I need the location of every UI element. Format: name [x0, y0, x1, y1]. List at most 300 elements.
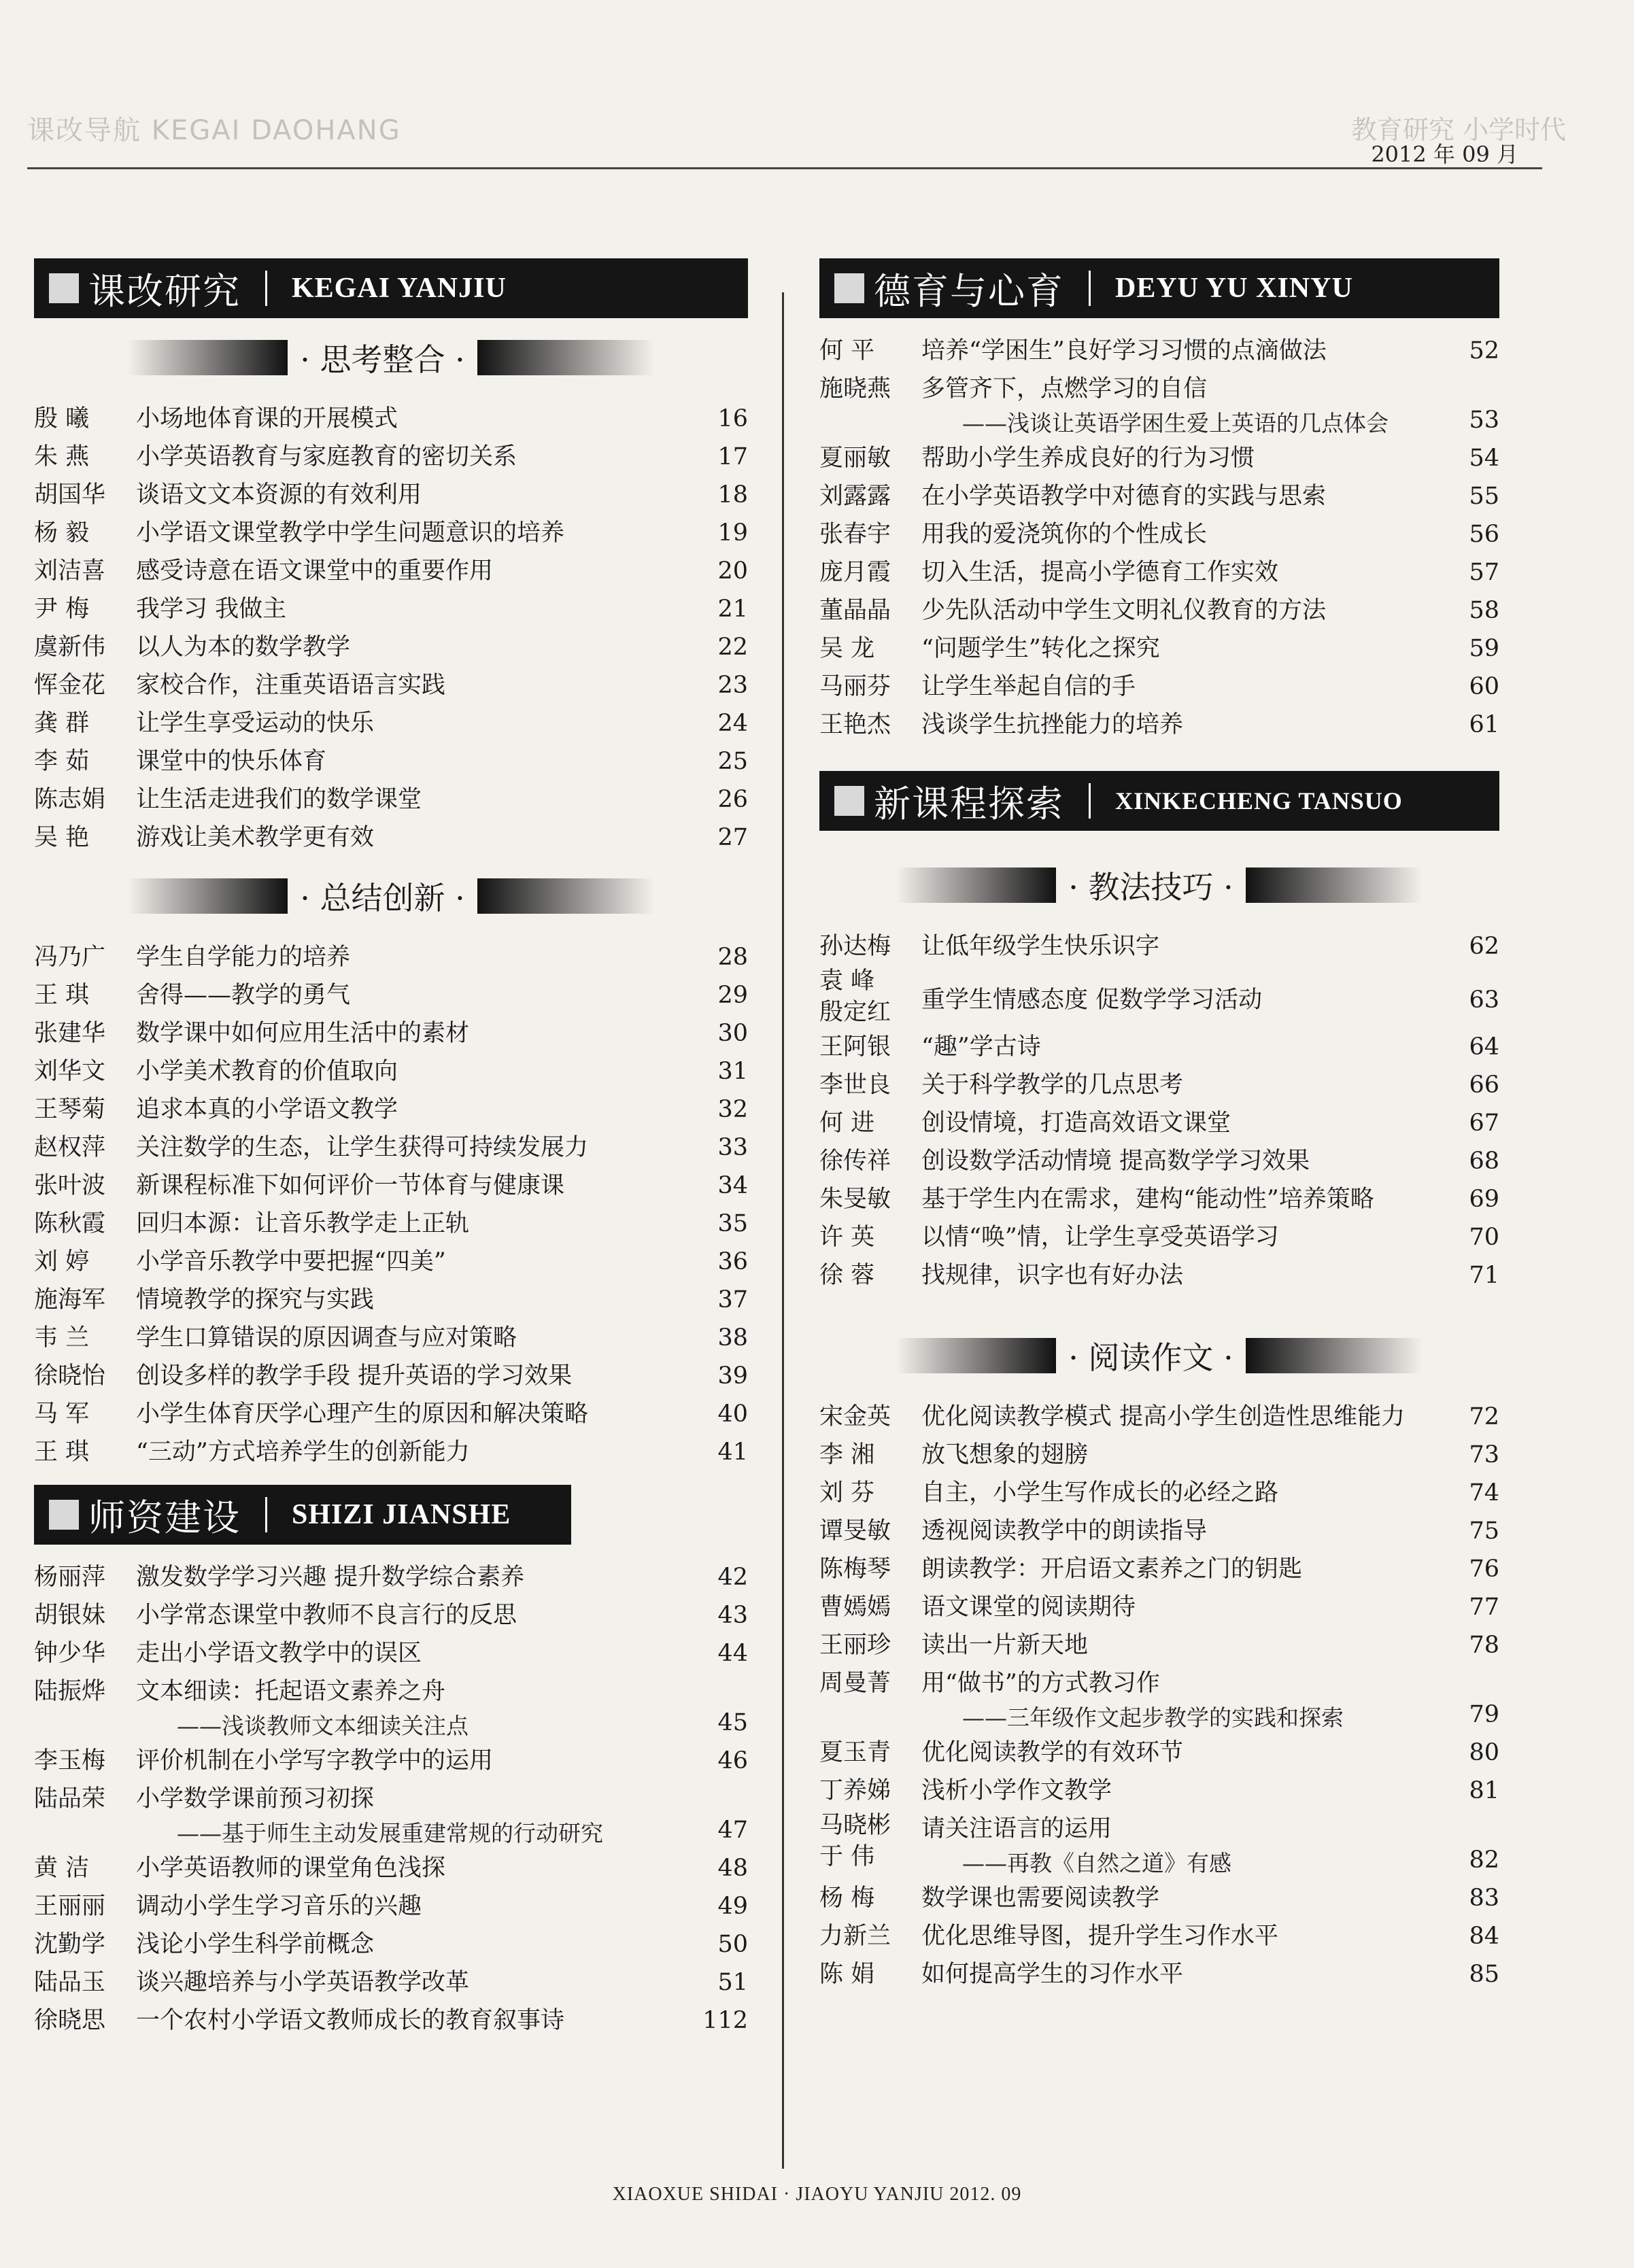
toc-entry [819, 1218, 1499, 1256]
article-title [921, 1398, 1442, 1436]
page-number: 63 [1469, 986, 1499, 1014]
author-name [34, 742, 136, 780]
article-title-text: 让学生享受运动的快乐 [136, 710, 375, 737]
square-icon [834, 786, 864, 816]
article-title [921, 1512, 1442, 1550]
toc-entry [34, 552, 748, 590]
author-name-line: 李世良 [819, 1071, 891, 1099]
page-number: 48 [717, 1855, 748, 1882]
article-title [136, 1634, 694, 1672]
author-name [34, 704, 136, 742]
page-number: 36 [717, 1248, 748, 1275]
article-title [921, 591, 1442, 630]
subsection-title: · 总结创新 · [300, 880, 465, 916]
toc-entry [819, 370, 1499, 439]
article-title-text: 小学美术教育的价值取向 [136, 1058, 398, 1085]
page-number: 27 [717, 824, 748, 851]
article-title-text: 语文课堂的阅读期待 [921, 1594, 1136, 1621]
article-title [136, 1887, 694, 1925]
article-title-text: 走出小学语文教学中的误区 [136, 1640, 422, 1667]
author-name-line: 黄 洁 [34, 1855, 90, 1882]
article-title-text: 谈兴趣培养与小学英语教学改革 [136, 1969, 470, 1996]
article-title-text: 课堂中的快乐体育 [136, 748, 327, 775]
article-title [136, 1052, 694, 1090]
article-title [136, 742, 694, 780]
article-title-text: 自主，小学生写作成长的必经之路 [921, 1479, 1279, 1507]
article-title-text: 请关注语言的运用 [921, 1815, 1112, 1842]
author-name-line: 钟少华 [34, 1640, 106, 1667]
divider [1089, 783, 1091, 819]
divider [1089, 271, 1091, 306]
author-name-line: 陈 娟 [819, 1961, 875, 1988]
toc-entry [819, 1879, 1499, 1917]
author-name [819, 630, 921, 668]
author-name [34, 1780, 136, 1818]
article-title [921, 630, 1442, 668]
article-title [921, 1180, 1442, 1218]
article-title [921, 706, 1442, 744]
author-name [34, 819, 136, 857]
author-name-line: 夏玉青 [819, 1739, 891, 1766]
article-title-text: 小学生体育厌学心理产生的原因和解决策略 [136, 1401, 589, 1428]
author-name-line: 刘露露 [819, 483, 891, 510]
article-title [921, 1955, 1442, 1993]
article-title [921, 477, 1442, 515]
section-header-deyu [819, 258, 1499, 318]
author-name-line: 陆品玉 [34, 1969, 106, 1996]
toc-entry [34, 1596, 748, 1634]
toc-entry [34, 1925, 748, 1963]
page-number: 32 [717, 1096, 748, 1123]
author-name [819, 332, 921, 370]
toc-list [34, 1558, 748, 2040]
page-number: 31 [717, 1058, 748, 1085]
section-title-cn: 德育与心育 [874, 269, 1064, 313]
article-title [921, 927, 1442, 965]
toc-list [819, 927, 1499, 1294]
author-name [34, 780, 136, 819]
article-title [921, 1066, 1442, 1104]
author-name [34, 1849, 136, 1887]
page-number: 70 [1469, 1224, 1499, 1251]
page-number: 46 [717, 1747, 748, 1774]
author-name [819, 591, 921, 630]
author-name-line: 刘 婷 [34, 1248, 90, 1275]
author-name [34, 976, 136, 1014]
article-title [136, 1090, 694, 1129]
article-title [136, 1925, 694, 1963]
article-title-text: 以人为本的数学教学 [136, 634, 351, 661]
page-number: 59 [1469, 635, 1499, 662]
article-title-text: 感受诗意在语文课堂中的重要作用 [136, 557, 494, 585]
author-name [34, 2001, 136, 2040]
article-title [136, 590, 694, 628]
toc-entry [34, 590, 748, 628]
page-footer: XIAOXUE SHIDAI · JIAOYU YANJIU 2012. 09 [612, 2184, 1022, 2205]
toc-entry [819, 1474, 1499, 1512]
page-number: 51 [717, 1969, 748, 1996]
page-number: 112 [702, 2007, 748, 2034]
author-name-line: 恽金花 [34, 672, 106, 699]
toc-entry [34, 514, 748, 552]
author-name-line: 丁养娣 [819, 1777, 891, 1804]
author-name-line: 吴 龙 [819, 635, 875, 662]
toc-list [819, 332, 1499, 744]
article-title [921, 515, 1442, 553]
author-name [34, 1281, 136, 1319]
page-number: 80 [1469, 1739, 1499, 1766]
toc-entry [819, 1066, 1499, 1104]
author-name-line: 夏丽敏 [819, 445, 891, 472]
page-number: 30 [717, 1020, 748, 1047]
article-title-text: 评价机制在小学写字教学中的运用 [136, 1747, 494, 1774]
author-name [34, 1014, 136, 1052]
page-number: 19 [717, 519, 748, 547]
author-name-line: 马丽芬 [819, 673, 891, 700]
author-name-line: 陆品荣 [34, 1785, 106, 1812]
page-number: 42 [717, 1564, 748, 1591]
page-number: 62 [1469, 933, 1499, 960]
article-title [136, 1672, 694, 1742]
article-title [136, 476, 694, 514]
article-title [921, 1810, 1442, 1879]
subsection-header [819, 1328, 1499, 1383]
page-number: 85 [1469, 1961, 1499, 1988]
toc-entry [819, 1142, 1499, 1180]
toc-entry [34, 1319, 748, 1357]
author-name [819, 1626, 921, 1664]
author-name [819, 1104, 921, 1142]
author-name-line: 王丽丽 [34, 1893, 106, 1920]
article-title-text: 小学英语教师的课堂角色浅探 [136, 1855, 446, 1882]
author-name-line: 庞月霞 [819, 559, 891, 586]
page-number: 28 [717, 944, 748, 971]
article-title-text: 小学语文课堂教学中学生问题意识的培养 [136, 519, 565, 547]
article-title-text: 调动小学生学习音乐的兴趣 [136, 1893, 422, 1920]
toc-list [34, 938, 748, 1471]
article-title [921, 1588, 1442, 1626]
page-number: 44 [717, 1640, 748, 1667]
header-journal-mark: 教育研究 小学时代 [1350, 115, 1566, 145]
toc-entry [34, 1281, 748, 1319]
author-name-line: 许 英 [819, 1224, 875, 1251]
author-name [34, 1963, 136, 2001]
author-name [34, 1558, 136, 1596]
toc-entry [819, 477, 1499, 515]
article-title-text: 谈语文文本资源的有效利用 [136, 481, 422, 509]
article-title [921, 1436, 1442, 1474]
left-column [34, 258, 748, 2040]
article-title [921, 1917, 1442, 1955]
page-number: 43 [717, 1602, 748, 1629]
section-title-en: DEYU YU XINYU [1115, 273, 1353, 304]
article-title-text: 关注数学的生态，让学生获得可持续发展力 [136, 1134, 589, 1161]
author-name-line: 周曼菁 [819, 1670, 891, 1697]
toc-entry [819, 1810, 1499, 1879]
author-name [819, 1664, 921, 1702]
author-name [819, 1550, 921, 1588]
section-title-en: SHIZI JIANSHE [292, 1499, 511, 1530]
page-number: 22 [717, 634, 748, 661]
toc-entry [819, 1626, 1499, 1664]
author-name [34, 1243, 136, 1281]
article-title-text: 关于科学教学的几点思考 [921, 1071, 1184, 1099]
page-number: 72 [1469, 1403, 1499, 1430]
article-title-text: 基于学生内在需求，建构“能动性”培养策略 [921, 1186, 1374, 1213]
article-title [921, 1626, 1442, 1664]
author-name-line: 刘洁喜 [34, 557, 106, 585]
toc-entry [34, 938, 748, 976]
page-number: 61 [1469, 711, 1499, 738]
page-number: 64 [1469, 1033, 1499, 1061]
article-title [921, 1256, 1442, 1294]
author-name [34, 1319, 136, 1357]
article-title [136, 1167, 694, 1205]
page-number: 47 [717, 1817, 748, 1844]
author-name-line: 沈勤学 [34, 1931, 106, 1958]
article-title [136, 1243, 694, 1281]
toc-entry [34, 476, 748, 514]
page-number: 78 [1469, 1632, 1499, 1659]
toc-entry [819, 439, 1499, 477]
author-name [819, 1917, 921, 1955]
toc-entry [34, 1090, 748, 1129]
page-number: 68 [1469, 1148, 1499, 1175]
article-title-text: 重学生情感态度 促数学学习活动 [921, 986, 1263, 1014]
page-number: 45 [717, 1709, 748, 1736]
author-name [34, 1742, 136, 1780]
article-title [921, 1028, 1442, 1066]
page-number: 40 [717, 1401, 748, 1428]
page-number: 74 [1469, 1479, 1499, 1507]
author-name [34, 1634, 136, 1672]
toc-entry [34, 2001, 748, 2040]
toc-entry [819, 1734, 1499, 1772]
author-name-line: 马晓彬 [819, 1812, 891, 1839]
author-name-line: 张春宇 [819, 521, 891, 548]
article-title-text: 追求本真的小学语文教学 [136, 1096, 398, 1123]
section-title-en: XINKECHENG TANSUO [1115, 787, 1403, 814]
article-title-text: 新课程标准下如何评价一节体育与健康课 [136, 1172, 565, 1199]
article-title [136, 1319, 694, 1357]
article-title [136, 1558, 694, 1596]
article-title-text: “趣”学古诗 [921, 1033, 1041, 1061]
author-name [819, 1218, 921, 1256]
author-name-line: 虞新伟 [34, 634, 106, 661]
page-number: 18 [717, 481, 748, 509]
article-title [921, 1104, 1442, 1142]
section-title-cn: 课改研究 [88, 269, 241, 313]
author-name [34, 438, 136, 476]
article-title-text: 创设多样的教学手段 提升英语的学习效果 [136, 1362, 573, 1390]
page-number: 75 [1469, 1517, 1499, 1545]
author-name-line: 徐晓思 [34, 2007, 106, 2034]
author-name [819, 1066, 921, 1104]
article-subtitle: ——浅谈让英语学困生爱上英语的几点体会 [962, 410, 1389, 436]
article-title-text: 文本细读：托起语文素养之舟 [136, 1678, 446, 1705]
article-title [136, 1596, 694, 1634]
author-name [819, 1734, 921, 1772]
author-name [34, 1887, 136, 1925]
article-title-text: 小场地体育课的开展模式 [136, 405, 398, 432]
toc-entry [819, 1256, 1499, 1294]
author-name [819, 553, 921, 591]
gradient-bar [477, 340, 654, 375]
subsection-title: · 阅读作文 · [1068, 1339, 1233, 1376]
author-name-line: 殷定红 [819, 999, 891, 1026]
article-title-text: 用我的爱浇筑你的个性成长 [921, 521, 1208, 548]
author-name-line: 施海军 [34, 1286, 106, 1313]
toc-entry [819, 1104, 1499, 1142]
author-name [34, 1672, 136, 1711]
article-title-text: 学生自学能力的培养 [136, 944, 351, 971]
gradient-bar [896, 867, 1056, 903]
page-number: 49 [717, 1893, 748, 1920]
author-name-line: 王丽珍 [819, 1632, 891, 1659]
page-number: 84 [1469, 1923, 1499, 1950]
author-name-line: 陆振烨 [34, 1678, 106, 1705]
author-name [34, 1052, 136, 1090]
author-name-line: 李 湘 [819, 1441, 875, 1468]
author-name [34, 1433, 136, 1471]
article-title-text: 回归本源：让音乐教学走上正轨 [136, 1210, 470, 1237]
page-number: 20 [717, 557, 748, 585]
author-name-line: 徐晓怡 [34, 1362, 106, 1390]
toc-entry [34, 1167, 748, 1205]
author-name-line: 谭旻敏 [819, 1517, 891, 1545]
article-title [136, 1129, 694, 1167]
author-name-line: 龚 群 [34, 710, 90, 737]
article-title [136, 514, 694, 552]
toc-entry [819, 927, 1499, 965]
author-name [819, 1256, 921, 1294]
toc-entry [34, 1849, 748, 1887]
section-header-shizi [34, 1485, 571, 1545]
author-name-line: 陈志娟 [34, 786, 106, 813]
author-name-line: 董晶晶 [819, 597, 891, 624]
author-name [819, 1474, 921, 1512]
article-title-text: “三动”方式培养学生的创新能力 [136, 1439, 470, 1466]
author-name [34, 552, 136, 590]
author-name-line: 冯乃广 [34, 944, 106, 971]
article-title-text: 少先队活动中学生文明礼仪教育的方法 [921, 597, 1327, 624]
page-number: 60 [1469, 673, 1499, 700]
article-title [136, 1780, 694, 1849]
article-title [921, 1142, 1442, 1180]
article-title-text: 一个农村小学语文教师成长的教育叙事诗 [136, 2007, 565, 2034]
toc-entry [819, 1664, 1499, 1734]
author-name [34, 1596, 136, 1634]
author-name-line: 张建华 [34, 1020, 106, 1047]
article-title [136, 400, 694, 438]
header-brand-mark: 课改导航 KEGAI DAOHANG [27, 115, 401, 146]
author-name-line: 殷 曦 [34, 405, 90, 432]
article-title-text: 学生口算错误的原因调查与应对策略 [136, 1324, 517, 1352]
page-number: 33 [717, 1134, 748, 1161]
toc-entry [819, 668, 1499, 706]
article-title-text: 我学习 我做主 [136, 596, 287, 623]
article-title [921, 1734, 1442, 1772]
toc-entry [34, 976, 748, 1014]
article-title [921, 370, 1442, 439]
toc-entry [819, 553, 1499, 591]
article-title-text: 用“做书”的方式教习作 [921, 1670, 1160, 1697]
toc-entry [34, 1014, 748, 1052]
page-number: 57 [1469, 559, 1499, 586]
author-name-line: 胡银妹 [34, 1602, 106, 1629]
author-name-line: 朱旻敏 [819, 1186, 891, 1213]
gradient-bar [128, 340, 288, 375]
article-title [136, 1849, 694, 1887]
toc-entry [819, 965, 1499, 1028]
author-name [819, 1588, 921, 1626]
page-number: 56 [1469, 521, 1499, 548]
article-title-text: 小学音乐教学中要把握“四美” [136, 1248, 446, 1275]
toc-entry [819, 1512, 1499, 1550]
article-title [136, 938, 694, 976]
page-number: 79 [1469, 1701, 1499, 1728]
page-number: 41 [717, 1439, 748, 1466]
article-title [136, 1433, 694, 1471]
author-name [819, 1180, 921, 1218]
author-name [819, 1810, 921, 1872]
gradient-bar [1246, 867, 1423, 903]
toc-entry [819, 1436, 1499, 1474]
article-title [921, 1474, 1442, 1512]
article-title [136, 704, 694, 742]
author-name [34, 476, 136, 514]
article-title [921, 965, 1442, 1019]
article-title [136, 1395, 694, 1433]
article-title-text: 读出一片新天地 [921, 1632, 1089, 1659]
article-title-text: 家校合作，注重英语语言实践 [136, 672, 446, 699]
square-icon [834, 273, 864, 303]
article-title-text: 找规律，识字也有好办法 [921, 1262, 1184, 1289]
toc-entry [819, 1772, 1499, 1810]
author-name-line: 施晓燕 [819, 375, 891, 402]
toc-entry [34, 780, 748, 819]
toc-entry [819, 1588, 1499, 1626]
page-number: 52 [1469, 337, 1499, 364]
author-name-line: 何 进 [819, 1110, 875, 1137]
author-name-line: 吴 艳 [34, 824, 90, 851]
page-number: 83 [1469, 1885, 1499, 1912]
page-number: 71 [1469, 1262, 1499, 1289]
section-title-cn: 师资建设 [88, 1496, 241, 1539]
article-subtitle: ——三年级作文起步教学的实践和探索 [962, 1704, 1344, 1731]
toc-entry [34, 400, 748, 438]
page-number: 34 [717, 1172, 748, 1199]
author-name [819, 370, 921, 408]
toc-entry [34, 1433, 748, 1471]
article-title [136, 780, 694, 819]
author-name-line: 曹嫣嫣 [819, 1594, 891, 1621]
author-name-line: 何 平 [819, 337, 875, 364]
author-name [34, 1090, 136, 1129]
article-title-text: 激发数学学习兴趣 提升数学综合素养 [136, 1564, 525, 1591]
article-title-text: 朗读教学：开启语文素养之门的钥匙 [921, 1556, 1303, 1583]
article-title [921, 1664, 1442, 1734]
page-number: 24 [717, 710, 748, 737]
square-icon [49, 1500, 79, 1530]
author-name [34, 400, 136, 438]
toc-entry [819, 1028, 1499, 1066]
section-title-cn: 新课程探索 [874, 782, 1064, 825]
article-title-text: 切入生活，提高小学德育工作实效 [921, 559, 1279, 586]
subsection-header [819, 858, 1499, 912]
toc-entry [819, 591, 1499, 630]
author-name [34, 666, 136, 704]
